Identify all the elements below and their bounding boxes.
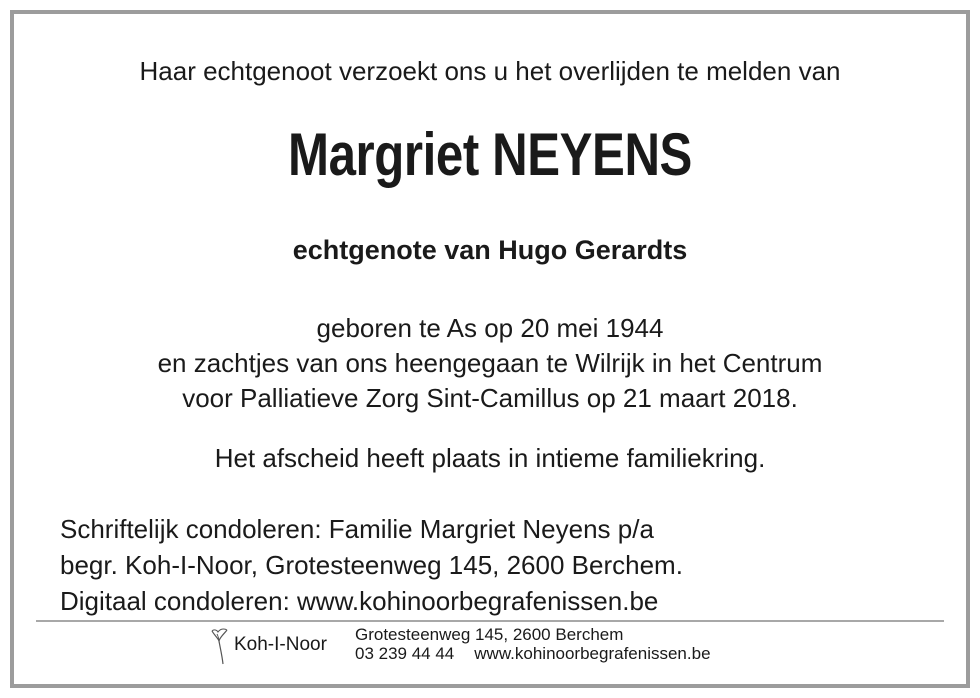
logo-text: Koh-I-Noor xyxy=(234,634,327,655)
intro-text: Haar echtgenoot verzoekt ons u het overlijden te melden van xyxy=(139,56,841,86)
condolences-block xyxy=(60,511,683,619)
life-details xyxy=(0,311,980,416)
footer-website[interactable]: www.kohinoorbegrafenissen.be xyxy=(474,644,711,663)
digital-condolences-line: Digitaal condoleren: www.kohinoorbegrafenissen.be xyxy=(60,586,659,616)
farewell-text: Het afscheid heeft plaats in intieme familiekring. xyxy=(214,443,766,473)
footer-contact xyxy=(355,644,711,663)
deceased-name: Margriet NEYENS xyxy=(288,121,692,188)
footer-divider xyxy=(36,620,944,622)
condolences-address-line: begr. Koh-I-Noor, Grotesteenweg 145, 2600 Berchem. xyxy=(60,550,683,580)
footer-phone: 03 239 44 44 xyxy=(355,644,455,663)
birth-line: geboren te As op 20 mei 1944 xyxy=(316,313,664,343)
flower-icon xyxy=(208,627,230,665)
funeral-home-logo xyxy=(208,627,348,667)
spouse-line: echtgenote van Hugo Gerardts xyxy=(292,235,688,265)
passing-line: en zachtjes van ons heengegaan te Wilrijk in het Centrum xyxy=(157,348,823,378)
passing-place-line: voor Palliatieve Zorg Sint-Camillus op 21 maart 2018. xyxy=(182,383,798,413)
written-condolences-line: Schriftelijk condoleren: Familie Margriet Neyens p/a xyxy=(60,514,654,544)
footer-address: Grotesteenweg 145, 2600 Berchem xyxy=(355,625,624,644)
